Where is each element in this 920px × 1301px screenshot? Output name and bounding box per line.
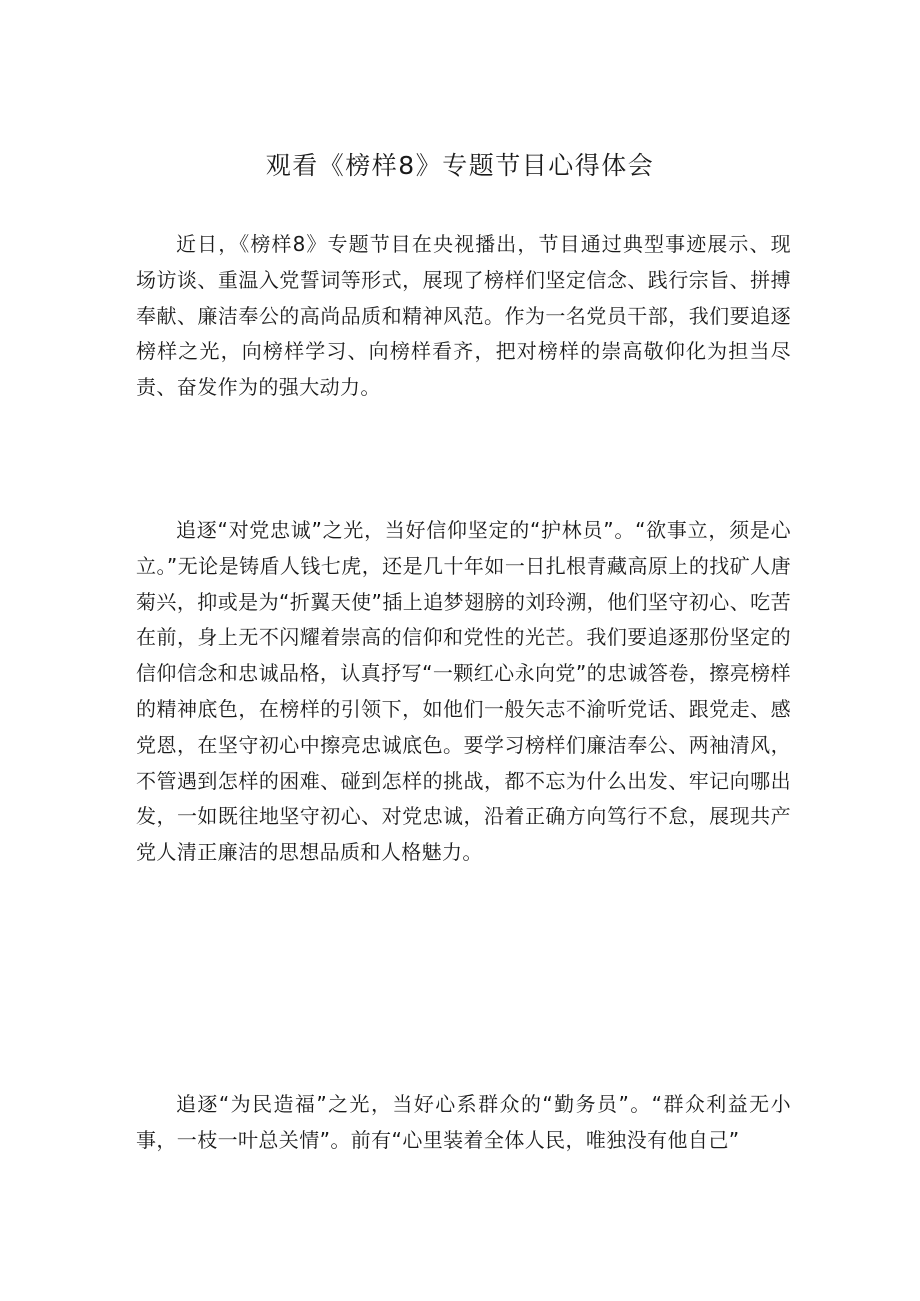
paragraph-people: 追逐“为民造福”之光，当好心系群众的“勤务员”。“群众利益无小事，一枝一叶总关情”。前有“心里装着全体人民，唯独没有他自己” xyxy=(136,1092,791,1152)
paragraph-intro: 近日，《榜样8》专题节目在央视播出，节目通过典型事迹展示、现场访谈、重温入党誓词等形式，展现了榜样们坚定信念、践行宗旨、拼搏奉献、廉洁奉公的高尚品质和精神风范。作为一名党员干部，我们要追逐榜样之光，向榜样学习、向榜样看齐，把对榜样的崇高敬仰化为担当尽责、奋发作为的强大动力。 xyxy=(136,232,791,400)
document-title: 观看《榜样8》专题节目心得体会 xyxy=(265,151,655,180)
paragraph-loyalty: 追逐“对党忠诚”之光，当好信仰坚定的“护林员”。“欲事立，须是心立。”无论是铸盾人钱七虎，还是几十年如一日扎根青藏高原上的找矿人唐菊兴，抑或是为“折翼天使”插上追梦翅膀的刘玲溯，他们坚守初心、吃苦在前，身上无不闪耀着崇高的信仰和党性的光芒。我们要追逐那份坚定的信仰信念和忠诚品格，认真抒写“一颗红心永向党”的忠诚答卷，擦亮榜样的精神底色，在榜样的引领下，如他们一般矢志不渝听党话、跟党走、感党恩，在坚守初心中擦亮忠诚底色。要学习榜样们廉洁奉公、两袖清风，不管遇到怎样的困难、碰到怎样的挑战，都不忘为什么出发、牢记向哪出发，一如既往地坚守初心、对党忠诚，沿着正确方向笃行不怠，展现共产党人清正廉洁的思想品质和人格魅力。 xyxy=(136,518,791,865)
